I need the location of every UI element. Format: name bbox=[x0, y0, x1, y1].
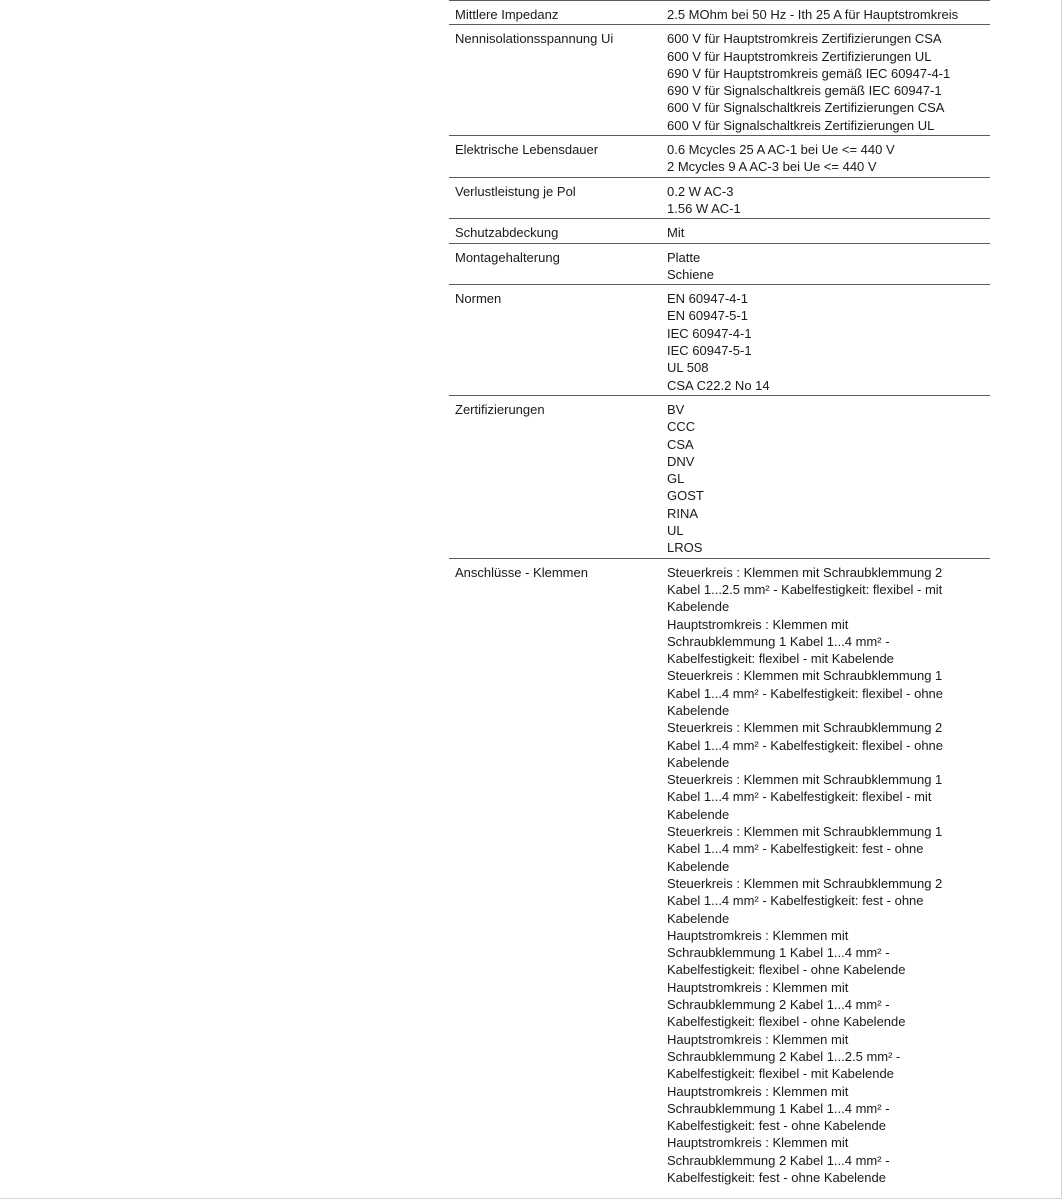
spec-value bbox=[667, 177, 990, 219]
spec-value-line: EN 60947-5-1 bbox=[667, 308, 748, 324]
spec-value-line: GOST bbox=[667, 488, 704, 504]
spec-label: Verlustleistung je Pol bbox=[449, 177, 667, 219]
spec-label: Zertifizierungen bbox=[449, 395, 667, 558]
spec-label: Montagehalterung bbox=[449, 243, 667, 285]
spec-value bbox=[667, 219, 990, 243]
spec-value-line: Kabel 1...4 mm² - Kabelfestigkeit: flexibel - mit bbox=[667, 789, 932, 805]
spec-value-line: Kabelende bbox=[667, 910, 730, 926]
spec-value-line: Steuerkreis : Klemmen mit Schraubklemmung 2 bbox=[667, 720, 943, 736]
spec-label: Elektrische Lebensdauer bbox=[449, 136, 667, 178]
spec-value-line: 1.56 W AC-1 bbox=[667, 200, 741, 216]
spec-value-line: Kabel 1...2.5 mm² - Kabelfestigkeit: flexibel - mit bbox=[667, 581, 943, 597]
spec-value-line: 2 Mcycles 9 A AC-3 bei Ue <= 440 V bbox=[667, 159, 877, 175]
spec-value-line: Hauptstromkreis : Klemmen mit bbox=[667, 616, 849, 632]
spec-value bbox=[667, 1, 990, 25]
spec-value-line: Kabel 1...4 mm² - Kabelfestigkeit: flexibel - ohne bbox=[667, 685, 944, 701]
spec-value-line: Schraubklemmung 1 Kabel 1...4 mm² - bbox=[667, 1100, 890, 1116]
spec-value-line: 0.2 W AC-3 bbox=[667, 183, 734, 199]
spec-label: Nennisolationsspannung Ui bbox=[449, 25, 667, 136]
spec-value-line: UL 508 bbox=[667, 360, 709, 376]
spec-value bbox=[667, 558, 990, 1187]
spec-value-line: 600 V für Hauptstromkreis Zertifizierungen UL bbox=[667, 48, 932, 64]
spec-value-line: 2.5 MOhm bei 50 Hz - Ith 25 A für Hauptstromkreis bbox=[667, 7, 959, 22]
spec-value-line: RINA bbox=[667, 505, 699, 521]
spec-row bbox=[449, 243, 990, 285]
spec-value-line: Schraubklemmung 2 Kabel 1...2.5 mm² - bbox=[667, 1048, 901, 1064]
spec-value-line: Schraubklemmung 1 Kabel 1...4 mm² - bbox=[667, 633, 890, 649]
spec-value-line: 690 V für Signalschaltkreis gemäß IEC 60947-1 bbox=[667, 83, 942, 99]
spec-row bbox=[449, 558, 990, 1187]
spec-value bbox=[667, 395, 990, 558]
spec-value-line: 600 V für Signalschaltkreis Zertifizierungen UL bbox=[667, 117, 935, 133]
spec-value-line: 600 V für Signalschaltkreis Zertifizierungen CSA bbox=[667, 100, 945, 116]
spec-value-line: Kabelfestigkeit: flexibel - ohne Kabelende bbox=[667, 962, 906, 978]
spec-label: Mittlere Impedanz bbox=[449, 1, 667, 25]
spec-value-line: 0.6 Mcycles 25 A AC-1 bei Ue <= 440 V bbox=[667, 142, 895, 158]
spec-row bbox=[449, 1, 990, 25]
spec-value-line: CSA bbox=[667, 436, 694, 452]
spec-value-line: Steuerkreis : Klemmen mit Schraubklemmung 1 bbox=[667, 772, 943, 788]
spec-value-line: Kabelfestigkeit: fest - ohne Kabelende bbox=[667, 1118, 886, 1134]
spec-value-line: 600 V für Hauptstromkreis Zertifizierungen CSA bbox=[667, 31, 942, 47]
spec-value-line: Hauptstromkreis : Klemmen mit bbox=[667, 1083, 849, 1099]
spec-value bbox=[667, 285, 990, 396]
spec-value-line: Steuerkreis : Klemmen mit Schraubklemmung 1 bbox=[667, 824, 943, 840]
spec-value-line: Mit bbox=[667, 225, 685, 241]
spec-value-line: Kabelende bbox=[667, 599, 730, 615]
spec-value-line: Kabelfestigkeit: fest - ohne Kabelende bbox=[667, 1170, 886, 1185]
spec-row bbox=[449, 136, 990, 178]
spec-value-line: DNV bbox=[667, 453, 695, 469]
spec-label: Schutzabdeckung bbox=[449, 219, 667, 243]
spec-value-line: CSA C22.2 No 14 bbox=[667, 377, 770, 393]
spec-value-line: IEC 60947-5-1 bbox=[667, 343, 752, 359]
spec-row bbox=[449, 25, 990, 136]
spec-value-line: Schraubklemmung 2 Kabel 1...4 mm² - bbox=[667, 1152, 890, 1168]
spec-value-line: Platte bbox=[667, 249, 701, 265]
spec-value-line: Kabelende bbox=[667, 754, 730, 770]
spec-value-line: Kabelfestigkeit: flexibel - mit Kabelende bbox=[667, 651, 894, 667]
spec-value-line: Steuerkreis : Klemmen mit Schraubklemmung 2 bbox=[667, 875, 943, 891]
spec-value-line: UL bbox=[667, 523, 684, 539]
spec-value bbox=[667, 25, 990, 136]
spec-value bbox=[667, 243, 990, 285]
spec-label: Anschlüsse - Klemmen bbox=[455, 564, 588, 580]
spec-value-line: BV bbox=[667, 401, 685, 417]
spec-value-line: LROS bbox=[667, 540, 703, 556]
spec-value bbox=[667, 136, 990, 178]
spec-value-line: Hauptstromkreis : Klemmen mit bbox=[667, 979, 849, 995]
spec-value-line: 690 V für Hauptstromkreis gemäß IEC 60947-4-1 bbox=[667, 65, 951, 81]
spec-value-line: Kabelfestigkeit: flexibel - ohne Kabelende bbox=[667, 1014, 906, 1030]
spec-value-line: Kabelfestigkeit: flexibel - mit Kabelende bbox=[667, 1066, 894, 1082]
spec-label: Normen bbox=[449, 285, 667, 396]
spec-value-line: IEC 60947-4-1 bbox=[667, 325, 752, 341]
spec-value-line: Schraubklemmung 1 Kabel 1...4 mm² - bbox=[667, 945, 890, 961]
spec-value-line: GL bbox=[667, 471, 685, 487]
spec-value-line: Steuerkreis : Klemmen mit Schraubklemmung 2 bbox=[667, 564, 943, 580]
spec-value-line: Kabel 1...4 mm² - Kabelfestigkeit: fest - ohne bbox=[667, 841, 924, 857]
spec-row bbox=[449, 219, 990, 243]
spec-value-line: Schraubklemmung 2 Kabel 1...4 mm² - bbox=[667, 997, 890, 1013]
spec-value-line: Schiene bbox=[667, 266, 714, 282]
spec-value-line: Steuerkreis : Klemmen mit Schraubklemmung 1 bbox=[667, 668, 943, 684]
spec-value-line: Kabelende bbox=[667, 806, 730, 822]
spec-value-line: CCC bbox=[667, 419, 696, 435]
spec-value-line: Hauptstromkreis : Klemmen mit bbox=[667, 1031, 849, 1047]
spec-table-body bbox=[449, 1, 990, 1188]
spec-value-line: Kabel 1...4 mm² - Kabelfestigkeit: flexibel - ohne bbox=[667, 737, 944, 753]
spec-value-line: Kabelende bbox=[667, 858, 730, 874]
spec-value-line: Hauptstromkreis : Klemmen mit bbox=[667, 1135, 849, 1151]
spec-row bbox=[449, 177, 990, 219]
spec-row bbox=[449, 395, 990, 558]
spec-value-line: EN 60947-4-1 bbox=[667, 291, 748, 307]
spec-row bbox=[449, 285, 990, 396]
spec-value-line: Kabelende bbox=[667, 702, 730, 718]
spec-value-line: Hauptstromkreis : Klemmen mit bbox=[667, 927, 849, 943]
spec-table bbox=[449, 0, 990, 1187]
spec-value-line: Kabel 1...4 mm² - Kabelfestigkeit: fest - ohne bbox=[667, 893, 924, 909]
